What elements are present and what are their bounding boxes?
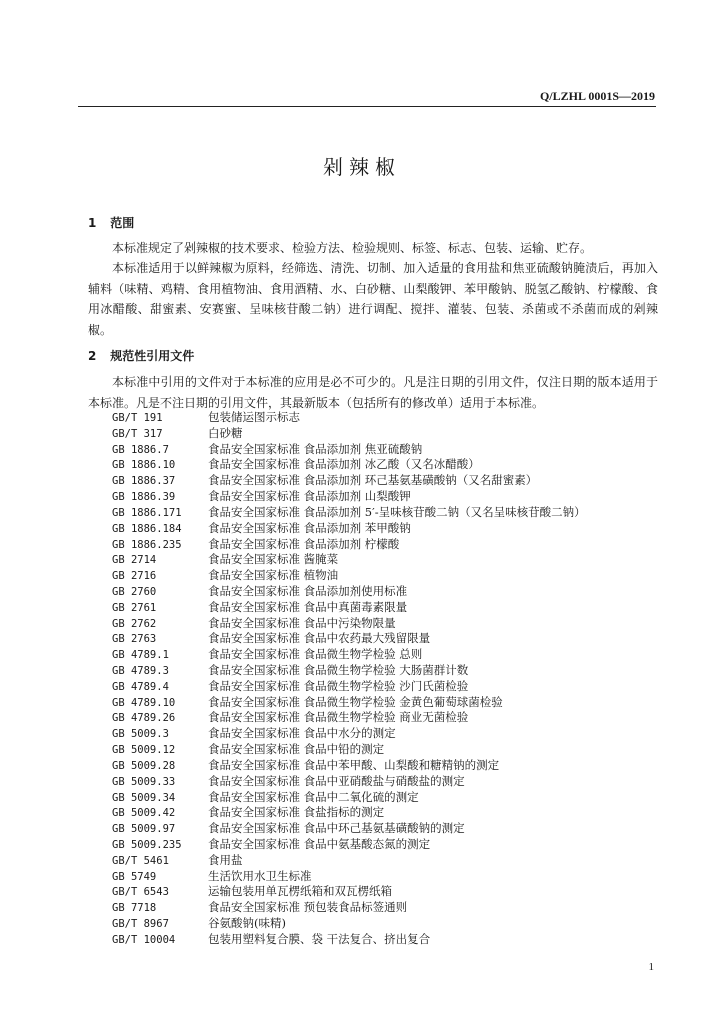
reference-code: GB/T 6543: [112, 886, 169, 899]
reference-row: [112, 805, 586, 821]
reference-row: [112, 473, 586, 489]
reference-row: [112, 505, 586, 521]
reference-row: [112, 489, 586, 505]
reference-code: GB 1886.7: [112, 443, 169, 456]
reference-row: [112, 742, 586, 758]
reference-row: [112, 790, 586, 806]
scope-paragraph-2: 本标准适用于以鲜辣椒为原料，经筛选、清洗、切制、加入适量的食用盐和焦亚硫酸钠腌渍后，再加入辅料（味精、鸡精、食用植物油、食用酒精、水、白砂糖、山梨酸钾、苯甲酸钠、脱氢乙酸钠、柠檬酸、食用冰醋酸、甜蜜素、安赛蜜、呈味核苷酸二钠）进行调配、搅拌、灌装、包装、杀菌或不杀菌而成的剁辣椒。: [88, 261, 658, 337]
page-number: 1: [648, 961, 654, 973]
reference-row: [112, 853, 586, 869]
section-title: 范围: [110, 216, 135, 230]
reference-row: [112, 631, 586, 647]
reference-row: [112, 568, 586, 584]
reference-row: [112, 758, 586, 774]
reference-code: GB 5749: [112, 870, 157, 883]
reference-code: GB/T 8967: [112, 918, 169, 930]
reference-row: [112, 521, 586, 537]
header-divider: [78, 106, 656, 107]
reference-row: [112, 679, 586, 695]
reference-title: 食品安全国家标准 食品微生物学检验 金黄色葡萄球菌检验: [208, 694, 503, 709]
section-heading-scope: [88, 214, 134, 231]
reference-title: 生活饮用水卫生标准: [208, 868, 312, 883]
reference-row: [112, 442, 586, 458]
reference-row: [112, 821, 586, 837]
section-number: 1: [88, 216, 97, 230]
reference-code: GB 2716: [112, 570, 157, 583]
reference-code: GB 2761: [112, 601, 157, 614]
reference-code: GB 1886.10: [112, 459, 176, 472]
reference-title: 运输包装用单瓦楞纸箱和双瓦楞纸箱: [208, 884, 392, 899]
reference-row: [112, 663, 586, 679]
reference-row: [112, 426, 586, 442]
reference-title: 食品安全国家标准 食品中亚硝酸盐与硝酸盐的测定: [208, 773, 465, 788]
reference-code: GB 1886.37: [112, 475, 176, 488]
reference-code: GB 4789.10: [112, 696, 176, 709]
reference-title: 食品安全国家标准 食品添加剂 5′-呈味核苷酸二钠（又名呈味核苷酸二钠）: [208, 504, 586, 519]
reference-code: GB 1886.184: [112, 522, 182, 535]
reference-code: GB 2714: [112, 554, 157, 567]
reference-code: GB 1886.171: [112, 506, 182, 519]
references-intro-paragraph: 本标准中引用的文件对于本标准的应用是必不可少的。凡是注日期的引用文件，仅注日期的版本适用于本标准。凡是不注日期的引用文件，其最新版本（包括所有的修改单）适用于本标准。: [88, 375, 658, 410]
reference-row: [112, 726, 586, 742]
reference-code: GB/T 5461: [112, 854, 169, 867]
reference-title: 食品安全国家标准 食品添加剂 柠檬酸: [208, 536, 400, 551]
reference-title: 食品安全国家标准 食品中真菌毒素限量: [208, 599, 408, 614]
reference-row: [112, 837, 586, 853]
reference-title: 食品安全国家标准 预包装食品标签通则: [208, 900, 408, 915]
reference-code: GB/T 10004: [112, 933, 176, 946]
reference-list: [112, 410, 586, 948]
reference-row: [112, 869, 586, 885]
scope-paragraph-1: 本标准规定了剁辣椒的技术要求、检验方法、检验规则、标签、标志、包装、运输、贮存。: [112, 241, 593, 255]
reference-title: 食品安全国家标准 食品中苯甲酸、山梨酸和糖精钠的测定: [208, 757, 500, 772]
reference-title: 包装用塑料复合膜、袋 干法复合、挤出复合: [208, 931, 431, 946]
reference-code: GB 5009.3: [112, 728, 169, 741]
reference-title: 谷氨酸钠(味精): [208, 916, 286, 930]
reference-code: GB 4789.3: [112, 665, 169, 677]
reference-row: [112, 932, 586, 948]
reference-title: 食品安全国家标准 食品中水分的测定: [208, 726, 396, 741]
reference-title: 食品安全国家标准 食品中污染物限量: [208, 615, 396, 630]
reference-row: [112, 647, 586, 663]
reference-code: GB 5009.28: [112, 759, 176, 772]
reference-title: 食品安全国家标准 食品添加剂 苯甲酸钠: [208, 520, 411, 535]
reference-code: GB 5009.97: [112, 823, 176, 836]
reference-title: 白砂糖: [208, 425, 243, 440]
reference-title: 食用盐: [208, 852, 243, 867]
reference-row: [112, 457, 586, 473]
reference-row: [112, 584, 586, 600]
reference-row: [112, 616, 586, 632]
reference-title: 食品安全国家标准 食品中二氧化硫的测定: [208, 789, 419, 804]
reference-row: [112, 695, 586, 711]
reference-code: GB 5009.235: [112, 838, 182, 851]
reference-title: 食品安全国家标准 食品添加剂 环己基氨基磺酸钠（又名甜蜜素）: [208, 473, 538, 488]
reference-code: GB 5009.42: [112, 807, 176, 820]
section-number: 2: [88, 349, 97, 363]
reference-title: 食品安全国家标准 食品中环己基氨基磺酸钠的测定: [208, 821, 465, 836]
document-title: 剁辣椒: [323, 155, 401, 179]
reference-row: [112, 774, 586, 790]
reference-title: 食品安全国家标准 食品中铅的测定: [208, 742, 385, 757]
reference-row: [112, 884, 586, 900]
reference-code: GB 4789.1: [112, 649, 169, 662]
section-title: 规范性引用文件: [110, 349, 195, 363]
reference-code: GB 1886.235: [112, 538, 182, 551]
reference-code: GB 2762: [112, 617, 157, 630]
section-heading-normative-references: [88, 347, 194, 364]
reference-title: 食品安全国家标准 食品中氨基酸态氮的测定: [208, 836, 431, 851]
reference-title: 食品安全国家标准 食品微生物学检验 总则: [208, 647, 423, 662]
reference-title: 食品安全国家标准 食品微生物学检验 商业无菌检验: [208, 710, 469, 725]
reference-title: 食品安全国家标准 食品添加剂 山梨酸钾: [208, 489, 411, 504]
reference-code: GB/T 317: [112, 427, 163, 440]
reference-code: GB 5009.12: [112, 744, 176, 757]
reference-code: GB/T 191: [112, 412, 163, 424]
reference-code: GB 1886.39: [112, 491, 176, 504]
reference-row: [112, 916, 586, 932]
reference-code: GB 4789.4: [112, 680, 169, 693]
reference-code: GB 5009.34: [112, 791, 176, 804]
reference-title: 食品安全国家标准 食盐指标的测定: [208, 805, 385, 820]
reference-code: GB 2763: [112, 633, 157, 646]
reference-row: [112, 710, 586, 726]
reference-code: GB 5009.33: [112, 775, 176, 788]
reference-title: 食品安全国家标准 食品微生物学检验 大肠菌群计数: [208, 663, 469, 677]
reference-row: [112, 900, 586, 916]
reference-row: [112, 410, 586, 426]
reference-title: 食品安全国家标准 食品添加剂使用标准: [208, 583, 408, 598]
reference-title: 包装储运图示标志: [208, 410, 300, 424]
reference-code: GB 2760: [112, 585, 157, 598]
reference-title: 食品安全国家标准 酱腌菜: [208, 552, 339, 567]
reference-title: 食品安全国家标准 食品中农药最大残留限量: [208, 631, 431, 646]
standard-code: Q/LZHL 0001S—2019: [539, 89, 655, 103]
reference-code: GB 4789.26: [112, 712, 176, 725]
reference-title: 食品安全国家标准 植物油: [208, 568, 339, 583]
reference-title: 食品安全国家标准 食品添加剂 冰乙酸（又名冰醋酸）: [208, 457, 480, 472]
reference-title: 食品安全国家标准 食品微生物学检验 沙门氏菌检验: [208, 678, 469, 693]
reference-row: [112, 537, 586, 553]
reference-row: [112, 552, 586, 568]
reference-code: GB 7718: [112, 902, 157, 915]
reference-row: [112, 600, 586, 616]
reference-title: 食品安全国家标准 食品添加剂 焦亚硫酸钠: [208, 441, 423, 456]
